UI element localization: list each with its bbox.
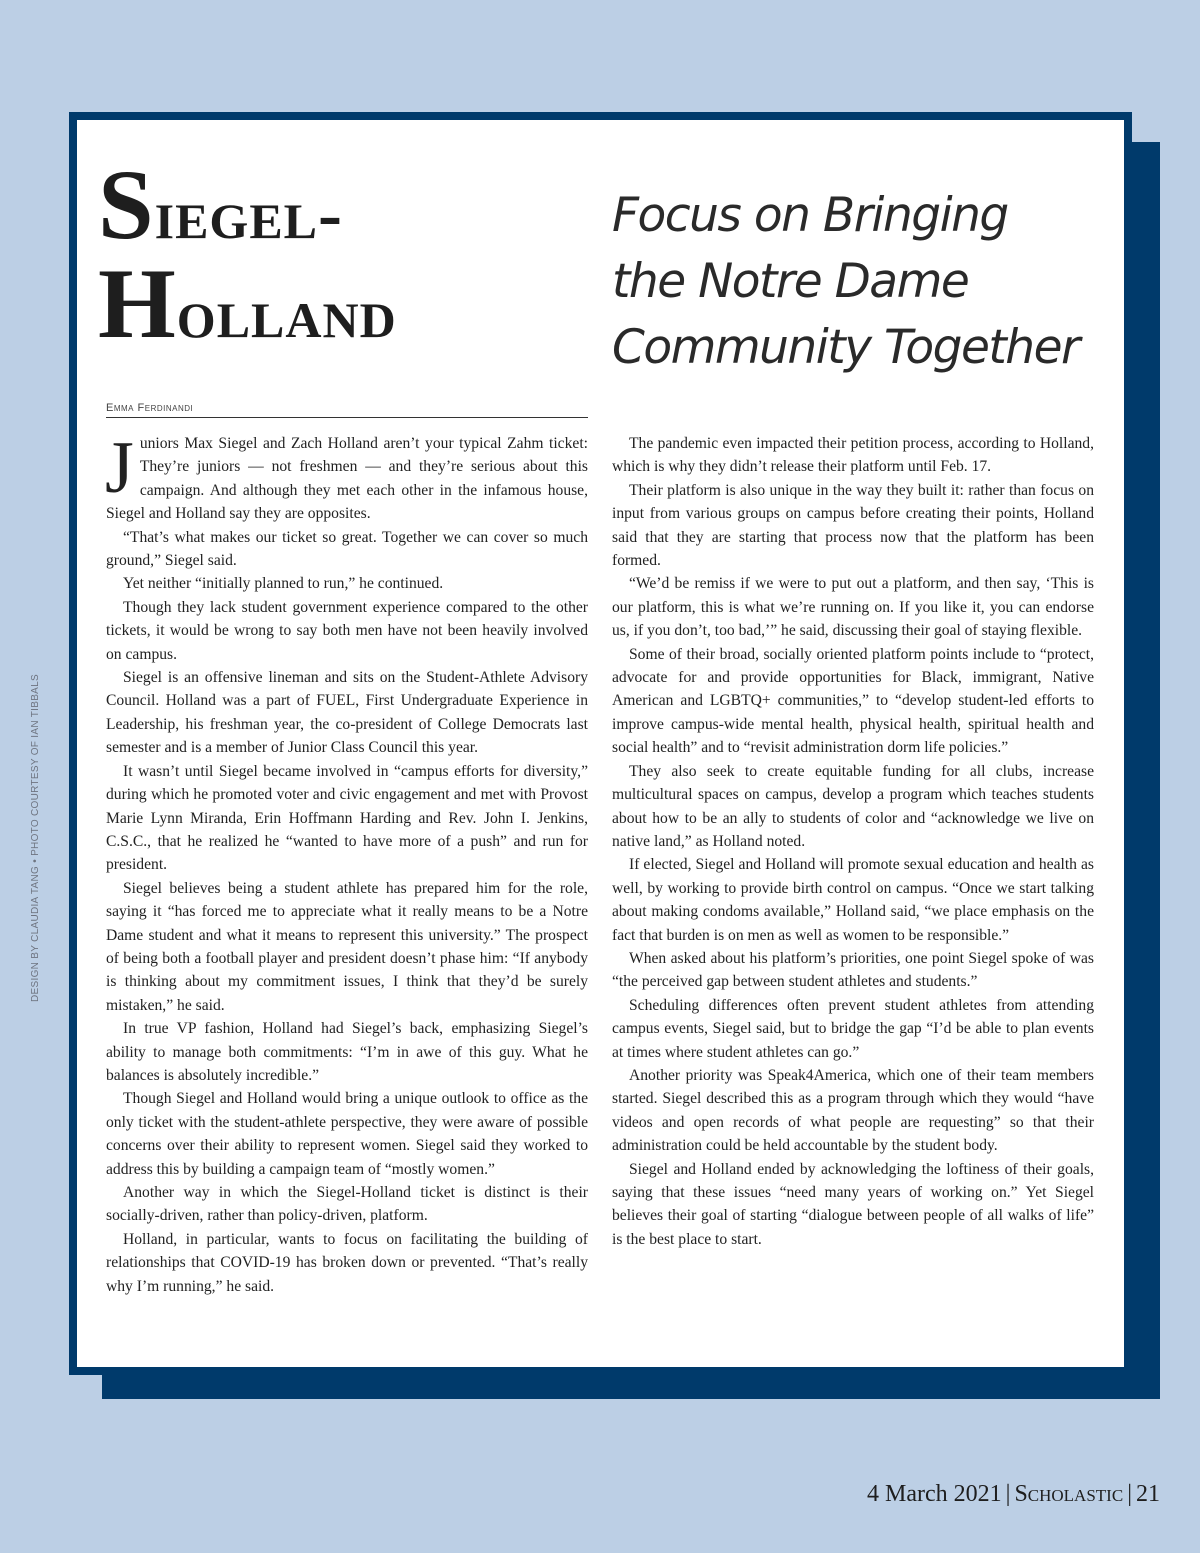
paragraph: When asked about his platform’s priorities, one point Siegel spoke of was “the perceived gap between student athletes and students.”	[612, 949, 1094, 991]
page-folio	[867, 1481, 1160, 1508]
headline-rest-2: olland	[176, 273, 397, 353]
paragraph: They also seek to create equitable funding for all clubs, increase multicultural spaces on campus, develop a program which teaches students about how to be an ally to students of color and “acknowledge we live on native land,” as Holland noted.	[612, 762, 1094, 850]
headline-line-2	[98, 248, 397, 359]
deck-line-1: Focus on Bringing	[612, 188, 1008, 243]
paragraph: Siegel believes being a student athlete has prepared him for the role, saying it “has forced me to appreciate what it really means to be a Notre Dame student and what it means to represent this university.” The prospect of being both a football player and president doesn’t phase him: “If anybody is thinking about my commitment issues, I think that they’d be surely mistaken,” he said.	[106, 879, 588, 1014]
headline-rest-1: iegel-	[154, 174, 343, 254]
headline-initial-2: H	[98, 248, 177, 359]
paragraph: Their platform is also unique in the way they built it: rather than focus on input from various groups on campus before creating their points, Holland said that they are starting that process now that the platform has been formed.	[612, 481, 1094, 570]
photo-credit: DESIGN BY CLAUDIA TANG • PHOTO COURTESY OF IAN TIBBALS	[30, 674, 41, 1002]
left-column	[105, 427, 588, 1298]
first-paragraph-text: uniors Max Siegel and Zach Holland aren’t your typical Zahm ticket: They’re juniors — not freshmen — and they’re serious about this campaign. And although they met each other in the infamous house, Siegel and Holland say they are opposites.	[106, 435, 588, 523]
paragraph: Some of their broad, socially oriented platform points include to “protect, advocate for and provide opportunities for Black, immigrant, Native American and LGBTQ+ communities,” to “develop student-led efforts to improve campus-wide mental health, physical health, spiritual health and social health” and to “revisit administration dorm life policies.”	[612, 645, 1094, 757]
paragraph: Though they lack student government experience compared to the other tickets, it would be wrong to say both men have not been heavily involved on campus.	[106, 598, 588, 663]
paragraph: It wasn’t until Siegel became involved in “campus efforts for diversity,” during which he promoted voter and civic engagement and met with Provost Marie Lynn Miranda, Erin Hoffmann Harding and Rev. John I. Jenkins, C.S.C., that he realized he “wanted to have more of a push” and run for president.	[106, 762, 588, 874]
byline: Emma Ferdinandi	[106, 402, 588, 418]
deck-subtitle	[612, 183, 1132, 381]
deck-line-3: Community Together	[612, 320, 1079, 375]
headline	[98, 149, 608, 359]
paragraph: Scheduling differences often prevent student athletes from attending campus events, Siegel said, but to bridge the gap “I’d be able to plan events at times where student athletes can go.”	[612, 996, 1094, 1061]
paragraph: “We’d be remiss if we were to put out a platform, and then say, ‘This is our platform, this is what we’re running on. If you like it, you can endorse us, if you don’t, too bad,’” he said, discussing their goal of staying flexible.	[612, 575, 1094, 640]
paragraph: Holland, in particular, wants to focus on facilitating the building of relationships that COVID-19 has broken down or prevented. “That’s really why I’m running,” he said.	[106, 1230, 588, 1295]
folio-separator: |	[1005, 1481, 1011, 1507]
paragraph: Siegel and Holland ended by acknowledging the loftiness of their goals, saying that these issues “need many years of working on.” Yet Siegel believes their goal of starting “dialogue between people of all walks of life” is the best place to start.	[612, 1160, 1094, 1248]
headline-line-1	[98, 149, 343, 260]
paragraph: Siegel is an offensive lineman and sits on the Student-Athlete Advisory Council. Holland was a part of FUEL, First Undergraduate Experience in Leadership, his freshman year, the co-president of College Democrats last semester and is a member of Junior Class Council this year.	[106, 669, 588, 757]
paragraph: Another priority was Speak4America, which one of their team members started. Siegel described this as a program through which they would “have videos and open records of what people are requesting” so that their administration could be held accountable by the student body.	[612, 1066, 1094, 1155]
page-number: 21	[1136, 1481, 1160, 1507]
paragraph: Yet neither “initially planned to run,” he continued.	[123, 575, 444, 593]
right-column	[612, 432, 1094, 1251]
paragraph: In true VP fashion, Holland had Siegel’s back, emphasizing Siegel’s ability to manage both commitments: “I’m in awe of this guy. What he balances is absolutely incredible.”	[106, 1020, 588, 1084]
folio-separator: |	[1127, 1481, 1132, 1507]
issue-date: 4 March 2021	[866, 1481, 1002, 1507]
paragraph	[105, 427, 588, 526]
headline-initial-1: S	[98, 149, 155, 260]
paragraph: If elected, Siegel and Holland will promote sexual education and health as well, by working to provide birth control on campus. “Once we start talking about making condoms available,” Holland said, “we place emphasis on the fact that burden is on men as well as women to be responsible.”	[612, 856, 1094, 944]
paragraph: Though Siegel and Holland would bring a unique outlook to office as the only ticket with the student-athlete perspective, they were aware of possible concerns over their ability to represent women. Siegel said they worked to address this by building a campaign team of “mostly women.”	[106, 1090, 588, 1178]
publication-name: Scholastic	[1014, 1481, 1124, 1507]
paragraph: Another way in which the Siegel-Holland ticket is distinct is their socially-driven, rather than policy-driven, platform.	[106, 1184, 588, 1225]
deck-line-2: the Notre Dame	[612, 254, 969, 309]
drop-cap: J	[105, 427, 134, 509]
paragraph: “That’s what makes our ticket so great. Together we can cover so much ground,” Siegel said.	[106, 528, 588, 570]
paragraph: The pandemic even impacted their petition process, according to Holland, which is why they didn’t release their platform until Feb. 17.	[612, 435, 1094, 476]
